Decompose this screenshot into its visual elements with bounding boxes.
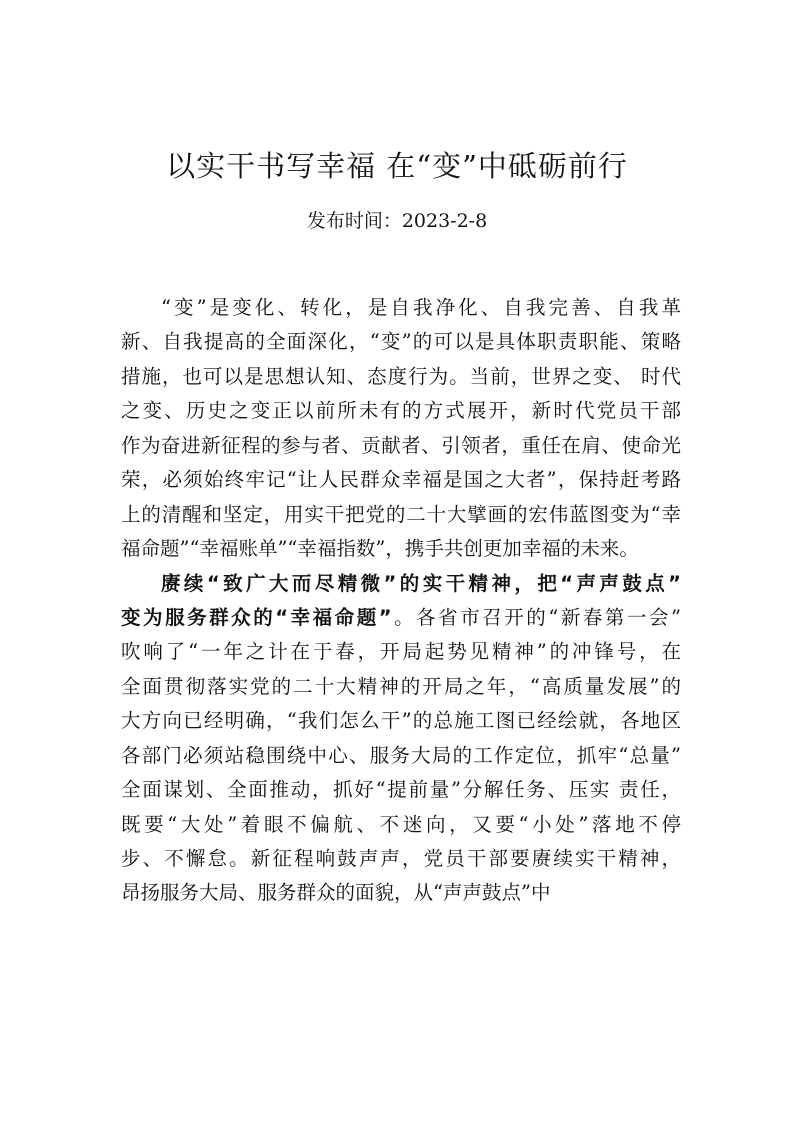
paragraph-1-line: 新、自我提高的全面深化，“变”的可以是具体职责职能、策略 [121, 330, 681, 354]
article-body [121, 291, 681, 911]
paragraph-2-line: 各部门必须站稳围绕中心、服务大局的工作定位，抓牢“总量” [121, 743, 681, 767]
paragraph-2-line: 昂扬服务大局、服务群众的面貌，从“声声鼓点”中 [121, 881, 551, 905]
paragraph-2-line [121, 601, 681, 635]
paragraph-2-text: 。各省市召开的“新春第一会” [391, 605, 681, 629]
paragraph-1-line: “变”是变化、转化，是自我净化、自我完善、自我革 [161, 296, 681, 319]
paragraph-1-line: 上的清醒和坚定，用实干把党的二十大擘画的宏伟蓝图变为“幸 [121, 502, 681, 526]
paragraph-2-line: 全面谋划、全面推动，抓好“提前量”分解任务、压实 责任， [121, 778, 681, 802]
paragraph-1-line: 之变、历史之变正以前所未有的方式展开，新时代党员干部 [121, 399, 681, 423]
paragraph-1-line: 荣，必须始终牢记“让人民群众幸福是国之大者”，保持赶考路 [121, 468, 681, 492]
paragraph-1-line: 作为奋进新征程的参与者、贡献者、引领者，重任在肩、使命光 [121, 433, 681, 457]
paragraph-1-line: 措施，也可以是思想认知、态度行为。当前，世界之变、 时代 [121, 364, 681, 388]
paragraph-2-line: 吹响了“一年之计在于春，开局起势见精神”的冲锋号，在 [121, 640, 681, 664]
paragraph-2-heading-line: 赓续“致广大而尽精微”的实干精神，把“声声鼓点” [161, 571, 681, 595]
paragraph-2-heading-end: 变为服务群众的“幸福命题” [121, 605, 392, 629]
paragraph-2-line: 大方向已经明确，“我们怎么干”的总施工图已经绘就，各地区 [121, 709, 681, 733]
paragraph-2-line: 既要“大处”着眼不偏航、不迷向，又要“小处”落地不停 [121, 812, 681, 836]
paragraph-2-line: 步、不懈怠。新征程响鼓声声，党员干部要赓续实干精神， [121, 847, 681, 870]
publish-date: 发布时间：2023-2-8 [306, 210, 488, 232]
paragraph-1-line: 福命题”“幸福账单”“幸福指数”，携手共创更加幸福的未来。 [121, 537, 639, 561]
article-title: 以实干书写幸福 在“变”中砥砺前行 [166, 149, 628, 183]
paragraph-2-line: 全面贯彻落实党的二十大精神的开局之年，“高质量发展”的 [121, 674, 681, 698]
